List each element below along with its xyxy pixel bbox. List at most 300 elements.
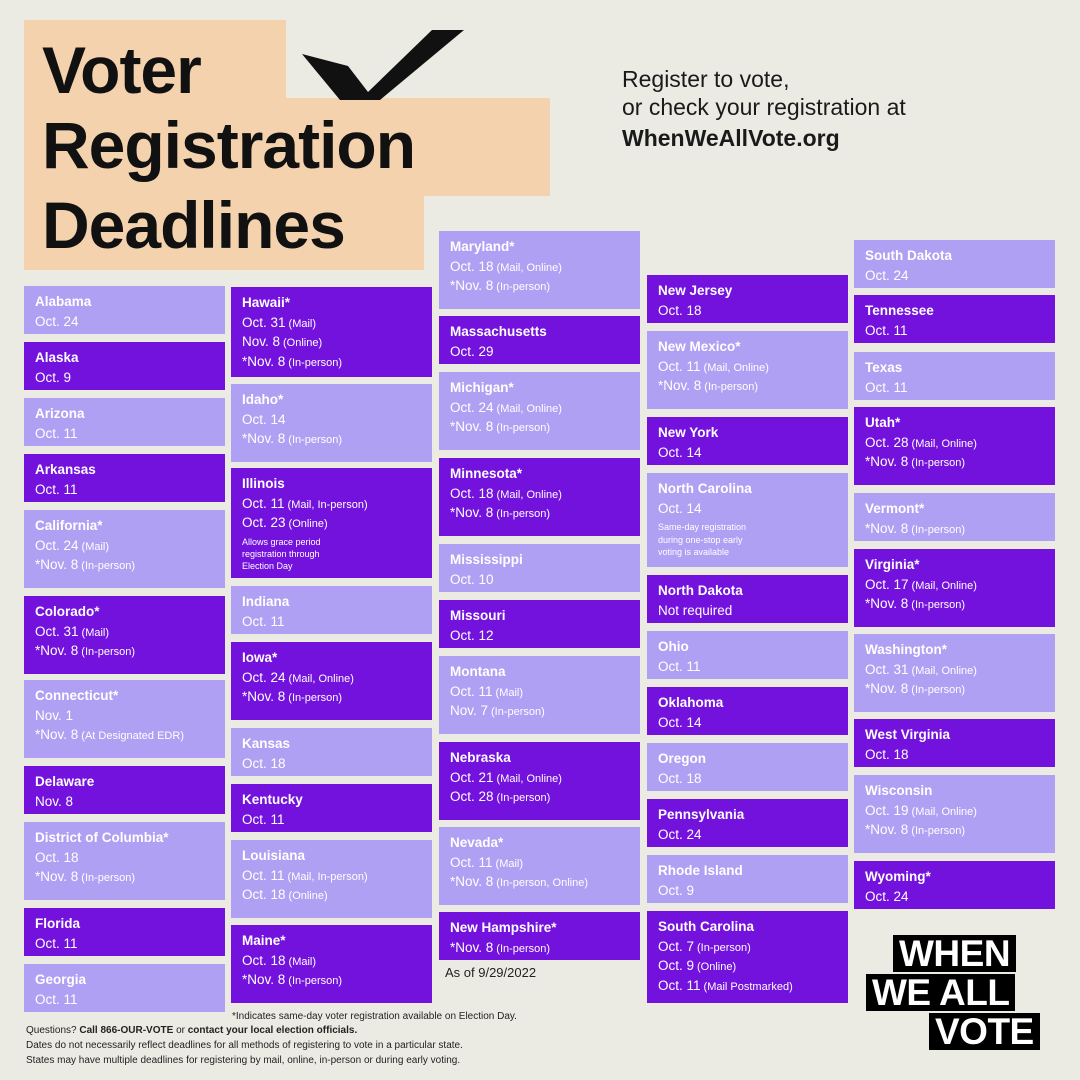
state-name: Tennessee [865,303,934,318]
deadline-date: Oct. 31 [242,314,286,330]
deadline-date: Oct. 11 [35,481,78,497]
deadline-date: Oct. 14 [658,714,702,730]
deadline-method: (At Designated EDR) [81,730,184,743]
deadline-date: *Nov. 8 [865,520,909,536]
state-card-maine [231,925,432,1003]
deadline-line [450,941,630,956]
deadline-method: (In-person) [704,381,759,394]
deadline-date: Oct. 29 [450,343,494,359]
state-name: Iowa* [242,650,278,665]
deadline-date: Oct. 18 [658,302,702,318]
state-name: Mississippi [450,552,523,567]
deadline-date: *Nov. 8 [865,822,909,838]
state-name: Vermont* [865,501,925,516]
state-name: Indiana [242,594,290,609]
deadline-line [658,979,838,994]
deadline-line [35,483,215,498]
deadline-date: Oct. 11 [242,613,285,629]
deadline-date: Nov. 8 [242,334,281,350]
deadline-date: Oct. 19 [865,802,909,818]
website-link[interactable]: WhenWeAllVote.org [622,125,840,151]
deadline-method: (Mail) [81,540,110,553]
disclaimer-line-2: Dates do not necessarily reflect deadlines for all methods of registering to vote in a particular state. [26,1040,463,1051]
deadline-line [242,516,422,531]
state-name: Illinois [242,476,285,491]
deadline-method: (In-person) [288,357,343,370]
logo-line-2: WE ALL [866,974,1015,1011]
deadline-line [450,345,630,360]
checkmark-icon [296,28,468,100]
deadline-line [242,497,422,512]
state-card-maryland [439,231,640,309]
state-name: Idaho* [242,392,284,407]
state-name: North Dakota [658,583,743,598]
deadline-line [450,506,630,521]
deadline-date: *Nov. 8 [35,727,79,743]
cta-line-2: or check your registration at [622,94,906,120]
state-name: Massachusetts [450,324,547,339]
deadline-line [865,682,1045,697]
deadline-method: (In-person) [911,523,966,536]
deadline-date: *Nov. 8 [242,354,286,370]
deadline-line [658,940,838,955]
state-card-new-mexico [647,331,848,409]
deadline-line [35,315,215,330]
deadline-method: (In-person) [288,434,343,447]
state-name: Washington* [865,642,947,657]
state-card-michigan [439,372,640,450]
state-note: Election Day [242,561,293,572]
state-name: Wyoming* [865,869,931,884]
deadline-method: (In-person) [496,942,551,955]
state-name: Hawaii* [242,295,291,310]
deadline-method: (Mail, Online) [911,805,977,818]
deadline-date: *Nov. 8 [242,431,286,447]
deadline-line [35,728,215,743]
state-card-west-virginia [854,719,1055,767]
deadline-line [35,993,215,1008]
state-card-new-hampshire [439,912,640,960]
deadline-line [35,371,215,386]
deadline-date: Oct. 11 [242,811,285,827]
state-name: Kentucky [242,792,303,807]
deadline-method: (In-person) [288,692,343,705]
deadline-line [450,260,630,275]
deadline-line [242,432,422,447]
state-card-south-dakota [854,240,1055,288]
deadline-method: (In-person) [288,975,343,988]
deadline-line [865,890,1045,905]
logo-line-1: WHEN [893,935,1016,972]
state-card-ohio [647,631,848,679]
as-of-date: As of 9/29/2022 [445,965,537,980]
state-note: during one-stop early [658,534,743,545]
title-line-3: Deadlines [42,188,345,262]
deadline-line [865,381,1045,396]
deadline-line [242,671,422,686]
state-card-mississippi [439,544,640,592]
deadline-line [658,446,838,461]
deadline-method: (In-person) [81,872,136,885]
state-card-south-carolina [647,911,848,1003]
deadline-date: Oct. 11 [658,658,701,674]
deadline-date: *Nov. 8 [450,278,494,294]
deadline-line [242,335,422,350]
deadline-date: Oct. 24 [35,313,79,329]
deadline-method: (Mail, Online) [496,402,562,415]
deadline-method: (In-person) [911,825,966,838]
state-name: Utah* [865,415,901,430]
deadline-date: *Nov. 8 [450,939,494,955]
deadline-line [658,716,838,731]
deadline-date: Oct. 11 [658,978,701,994]
state-name: Virginia* [865,557,920,572]
deadline-line [242,973,422,988]
deadline-method: (Online) [288,890,328,903]
deadline-method: (In-person) [496,508,551,521]
deadline-date: Oct. 14 [242,411,286,427]
state-card-rhode-island [647,855,848,903]
state-card-idaho [231,384,432,462]
state-name: Missouri [450,608,506,623]
deadline-date: Oct. 9 [658,958,695,974]
deadline-date: Oct. 12 [450,627,494,643]
deadline-date: Oct. 18 [242,952,286,968]
logo-line-3: VOTE [929,1013,1040,1050]
title-line-2: Registration [42,108,416,182]
deadline-date: *Nov. 8 [35,869,79,885]
deadline-date: Oct. 11 [242,495,285,511]
deadline-method: (Mail, In-person) [287,498,368,511]
deadline-line [450,771,630,786]
deadline-date: Oct. 18 [242,755,286,771]
deadline-date: Oct. 24 [658,826,702,842]
deadline-date: Oct. 31 [865,661,909,677]
state-card-nebraska [439,742,640,820]
deadline-date: Oct. 18 [450,485,494,501]
deadline-date: Oct. 24 [865,888,909,904]
deadline-method: (In-person) [911,599,966,612]
state-note: Allows grace period [242,537,321,548]
deadline-method: (In-person) [496,281,551,294]
deadline-line [35,427,215,442]
deadline-method: (Mail, Online) [496,261,562,274]
state-name: Arizona [35,406,85,421]
deadline-line [35,539,215,554]
state-name: New Mexico* [658,339,741,354]
deadline-line [658,304,838,319]
deadline-line [658,959,838,974]
state-card-montana [439,656,640,734]
deadline-line [450,685,630,700]
deadline-line [450,875,630,890]
state-card-new-york [647,417,848,465]
deadline-method: (Mail, Online) [496,772,562,785]
state-card-utah [854,407,1055,485]
deadline-line [242,888,422,903]
deadline-method: (Mail Postmarked) [703,981,793,994]
state-name: Nevada* [450,835,504,850]
state-name: District of Columbia* [35,830,169,845]
deadline-date: *Nov. 8 [450,505,494,521]
deadline-date: Oct. 11 [35,425,78,441]
deadline-line [658,502,838,517]
state-name: North Carolina [658,481,752,496]
state-card-hawaii [231,287,432,377]
state-name: Oklahoma [658,695,724,710]
deadline-line [450,704,630,719]
state-note: voting is available [658,546,730,557]
deadline-method: (In-person) [911,684,966,697]
state-card-delaware [24,766,225,814]
deadline-line [450,629,630,644]
deadline-line [658,772,838,787]
disclaimer-line-3: States may have multiple deadlines for registering by mail, online, in-person or during early voting. [26,1055,461,1066]
state-name: California* [35,518,103,533]
deadline-date: Oct. 18 [242,887,286,903]
state-card-california [24,510,225,588]
footnote: *Indicates same-day voter registration available on Election Day. [232,1011,517,1022]
deadline-method: (In-person) [697,941,751,954]
deadline-date: Oct. 9 [35,369,72,385]
deadline-date: Oct. 28 [450,789,494,805]
deadline-date: *Nov. 8 [658,378,702,394]
deadline-date: *Nov. 8 [865,681,909,697]
state-card-kentucky [231,784,432,832]
state-name: Kansas [242,736,291,751]
deadline-date: Oct. 11 [658,358,701,374]
state-name: Maine* [242,933,286,948]
state-name: Minnesota* [450,466,523,481]
deadline-date: Oct. 21 [450,769,494,785]
state-card-north-dakota [647,575,848,623]
state-name: New Jersey [658,283,733,298]
state-card-arizona [24,398,225,446]
state-name: Alaska [35,350,79,365]
deadline-method: (In-person) [81,560,136,573]
cta-line-1: Register to vote, [622,66,790,92]
deadline-method: (Online) [288,518,328,531]
state-name: Texas [865,360,903,375]
deadline-line [865,578,1045,593]
deadline-method: (In-person, Online) [496,877,588,890]
deadline-date: Oct. 11 [450,854,493,870]
deadline-method: (Mail, Online) [911,437,977,450]
state-name: South Dakota [865,248,953,263]
deadline-date: *Nov. 8 [242,689,286,705]
deadline-line [658,604,838,619]
deadline-line [35,937,215,952]
deadline-method: (Mail, Online) [911,579,977,592]
state-card-georgia [24,964,225,1012]
deadline-line [865,455,1045,470]
deadline-line [865,324,1045,339]
deadline-line [450,856,630,871]
deadline-date: *Nov. 8 [865,596,909,612]
deadline-date: *Nov. 8 [865,454,909,470]
deadline-line [865,522,1045,537]
deadline-date: Oct. 14 [658,500,702,516]
state-name: Georgia [35,972,87,987]
deadline-line [242,954,422,969]
deadline-method: (Mail, Online) [288,672,354,685]
deadline-date: Oct. 24 [865,267,909,283]
deadline-date: Oct. 10 [450,571,494,587]
deadline-line [242,757,422,772]
state-card-alaska [24,342,225,390]
disclaimer-questions [26,1026,357,1036]
deadline-date: Oct. 14 [658,444,702,460]
state-name: Connecticut* [35,688,119,703]
hotline-link[interactable]: Call 866-OUR-VOTE [79,1025,174,1036]
deadline-line [242,869,422,884]
state-name: Colorado* [35,604,100,619]
state-card-louisiana [231,840,432,918]
state-card-minnesota [439,458,640,536]
deadline-line [450,573,630,588]
deadline-line [865,597,1045,612]
state-card-iowa [231,642,432,720]
deadline-date: Oct. 11 [35,935,78,951]
deadline-line [35,795,215,810]
deadline-method: (Mail, In-person) [287,870,368,883]
state-name: Delaware [35,774,95,789]
state-name: Oregon [658,751,707,766]
deadline-line [658,360,838,375]
state-card-alabama [24,286,225,334]
deadline-date: Nov. 1 [35,707,74,723]
state-name: Ohio [658,639,689,654]
deadline-date: *Nov. 8 [242,972,286,988]
deadline-date: Nov. 8 [35,793,74,809]
deadline-line [865,804,1045,819]
state-name: Pennsylvania [658,807,745,822]
deadline-date: Oct. 11 [35,991,78,1007]
deadline-date: Oct. 11 [450,683,493,699]
deadline-method: (Mail, Online) [703,361,769,374]
deadline-date: Oct. 31 [35,623,79,639]
questions-or: or [173,1025,188,1036]
state-card-colorado [24,596,225,674]
state-card-indiana [231,586,432,634]
deadline-date: Oct. 11 [242,867,285,883]
state-card-oregon [647,743,848,791]
deadline-line [865,823,1045,838]
deadline-date: Oct. 24 [242,669,286,685]
deadline-date: Oct. 18 [658,770,702,786]
deadline-line [35,851,215,866]
questions-prefix: Questions? [26,1025,80,1036]
deadline-date: Oct. 24 [450,399,494,415]
deadline-method: (In-person) [491,706,545,719]
deadline-line [865,663,1045,678]
deadline-method: (Online) [697,961,737,974]
state-card-virginia [854,549,1055,627]
state-name: Florida [35,916,81,931]
deadline-line [242,413,422,428]
state-name: New Hampshire* [450,920,557,935]
state-card-connecticut [24,680,225,758]
deadline-line [242,813,422,828]
state-card-vermont [854,493,1055,541]
deadline-line [35,558,215,573]
deadline-line [450,420,630,435]
state-card-wyoming [854,861,1055,909]
deadline-date: Oct. 18 [865,746,909,762]
deadline-date: Oct. 23 [242,515,286,531]
state-name: Michigan* [450,380,514,395]
deadline-line [658,884,838,899]
deadline-line [865,269,1045,284]
state-name: Nebraska [450,750,511,765]
deadline-method: (Mail, Online) [911,664,977,677]
state-name: Louisiana [242,848,306,863]
deadline-line [242,615,422,630]
deadline-method: (Online) [283,337,323,350]
state-card-tennessee [854,295,1055,343]
state-name: South Carolina [658,919,755,934]
state-name: West Virginia [865,727,951,742]
deadline-date: Oct. 17 [865,576,909,592]
deadline-method: (Mail) [81,626,110,639]
state-card-missouri [439,600,640,648]
contact-officials-link[interactable]: contact your local election officials. [187,1025,358,1036]
deadline-date: Oct. 9 [658,882,695,898]
deadline-line [35,709,215,724]
deadline-line [242,690,422,705]
deadline-line [242,316,422,331]
deadline-date: *Nov. 8 [35,557,79,573]
deadline-method: (Mail) [495,857,524,870]
state-card-pennsylvania [647,799,848,847]
deadline-date: Oct. 7 [658,938,695,954]
title-line-1: Voter [42,33,201,107]
deadline-method: (In-person) [911,457,966,470]
state-name: Montana [450,664,506,679]
state-card-north-carolina [647,473,848,567]
deadline-line [658,379,838,394]
deadline-date: *Nov. 8 [450,874,494,890]
deadline-line [450,790,630,805]
deadline-line [865,436,1045,451]
state-name: Rhode Island [658,863,743,878]
deadline-date: Oct. 11 [865,379,908,395]
state-name: New York [658,425,719,440]
state-card-illinois [231,468,432,578]
state-note: registration through [242,549,320,560]
deadline-date: *Nov. 8 [35,643,79,659]
deadline-line [450,279,630,294]
deadline-method: (In-person) [496,422,551,435]
deadline-method: (Mail) [288,317,317,330]
deadline-line [658,828,838,843]
state-card-texas [854,352,1055,400]
state-card-nevada [439,827,640,905]
deadline-line [450,401,630,416]
state-name: Alabama [35,294,92,309]
state-card-district-of-columbia [24,822,225,900]
state-note: Same-day registration [658,522,747,533]
state-name: Wisconsin [865,783,933,798]
deadline-line [35,644,215,659]
deadline-date: Not required [658,602,733,618]
state-card-arkansas [24,454,225,502]
deadline-method: (In-person) [81,646,136,659]
deadline-date: Oct. 28 [865,434,909,450]
deadline-method: (In-person) [496,792,551,805]
deadline-date: Nov. 7 [450,703,489,719]
deadline-line [658,660,838,675]
